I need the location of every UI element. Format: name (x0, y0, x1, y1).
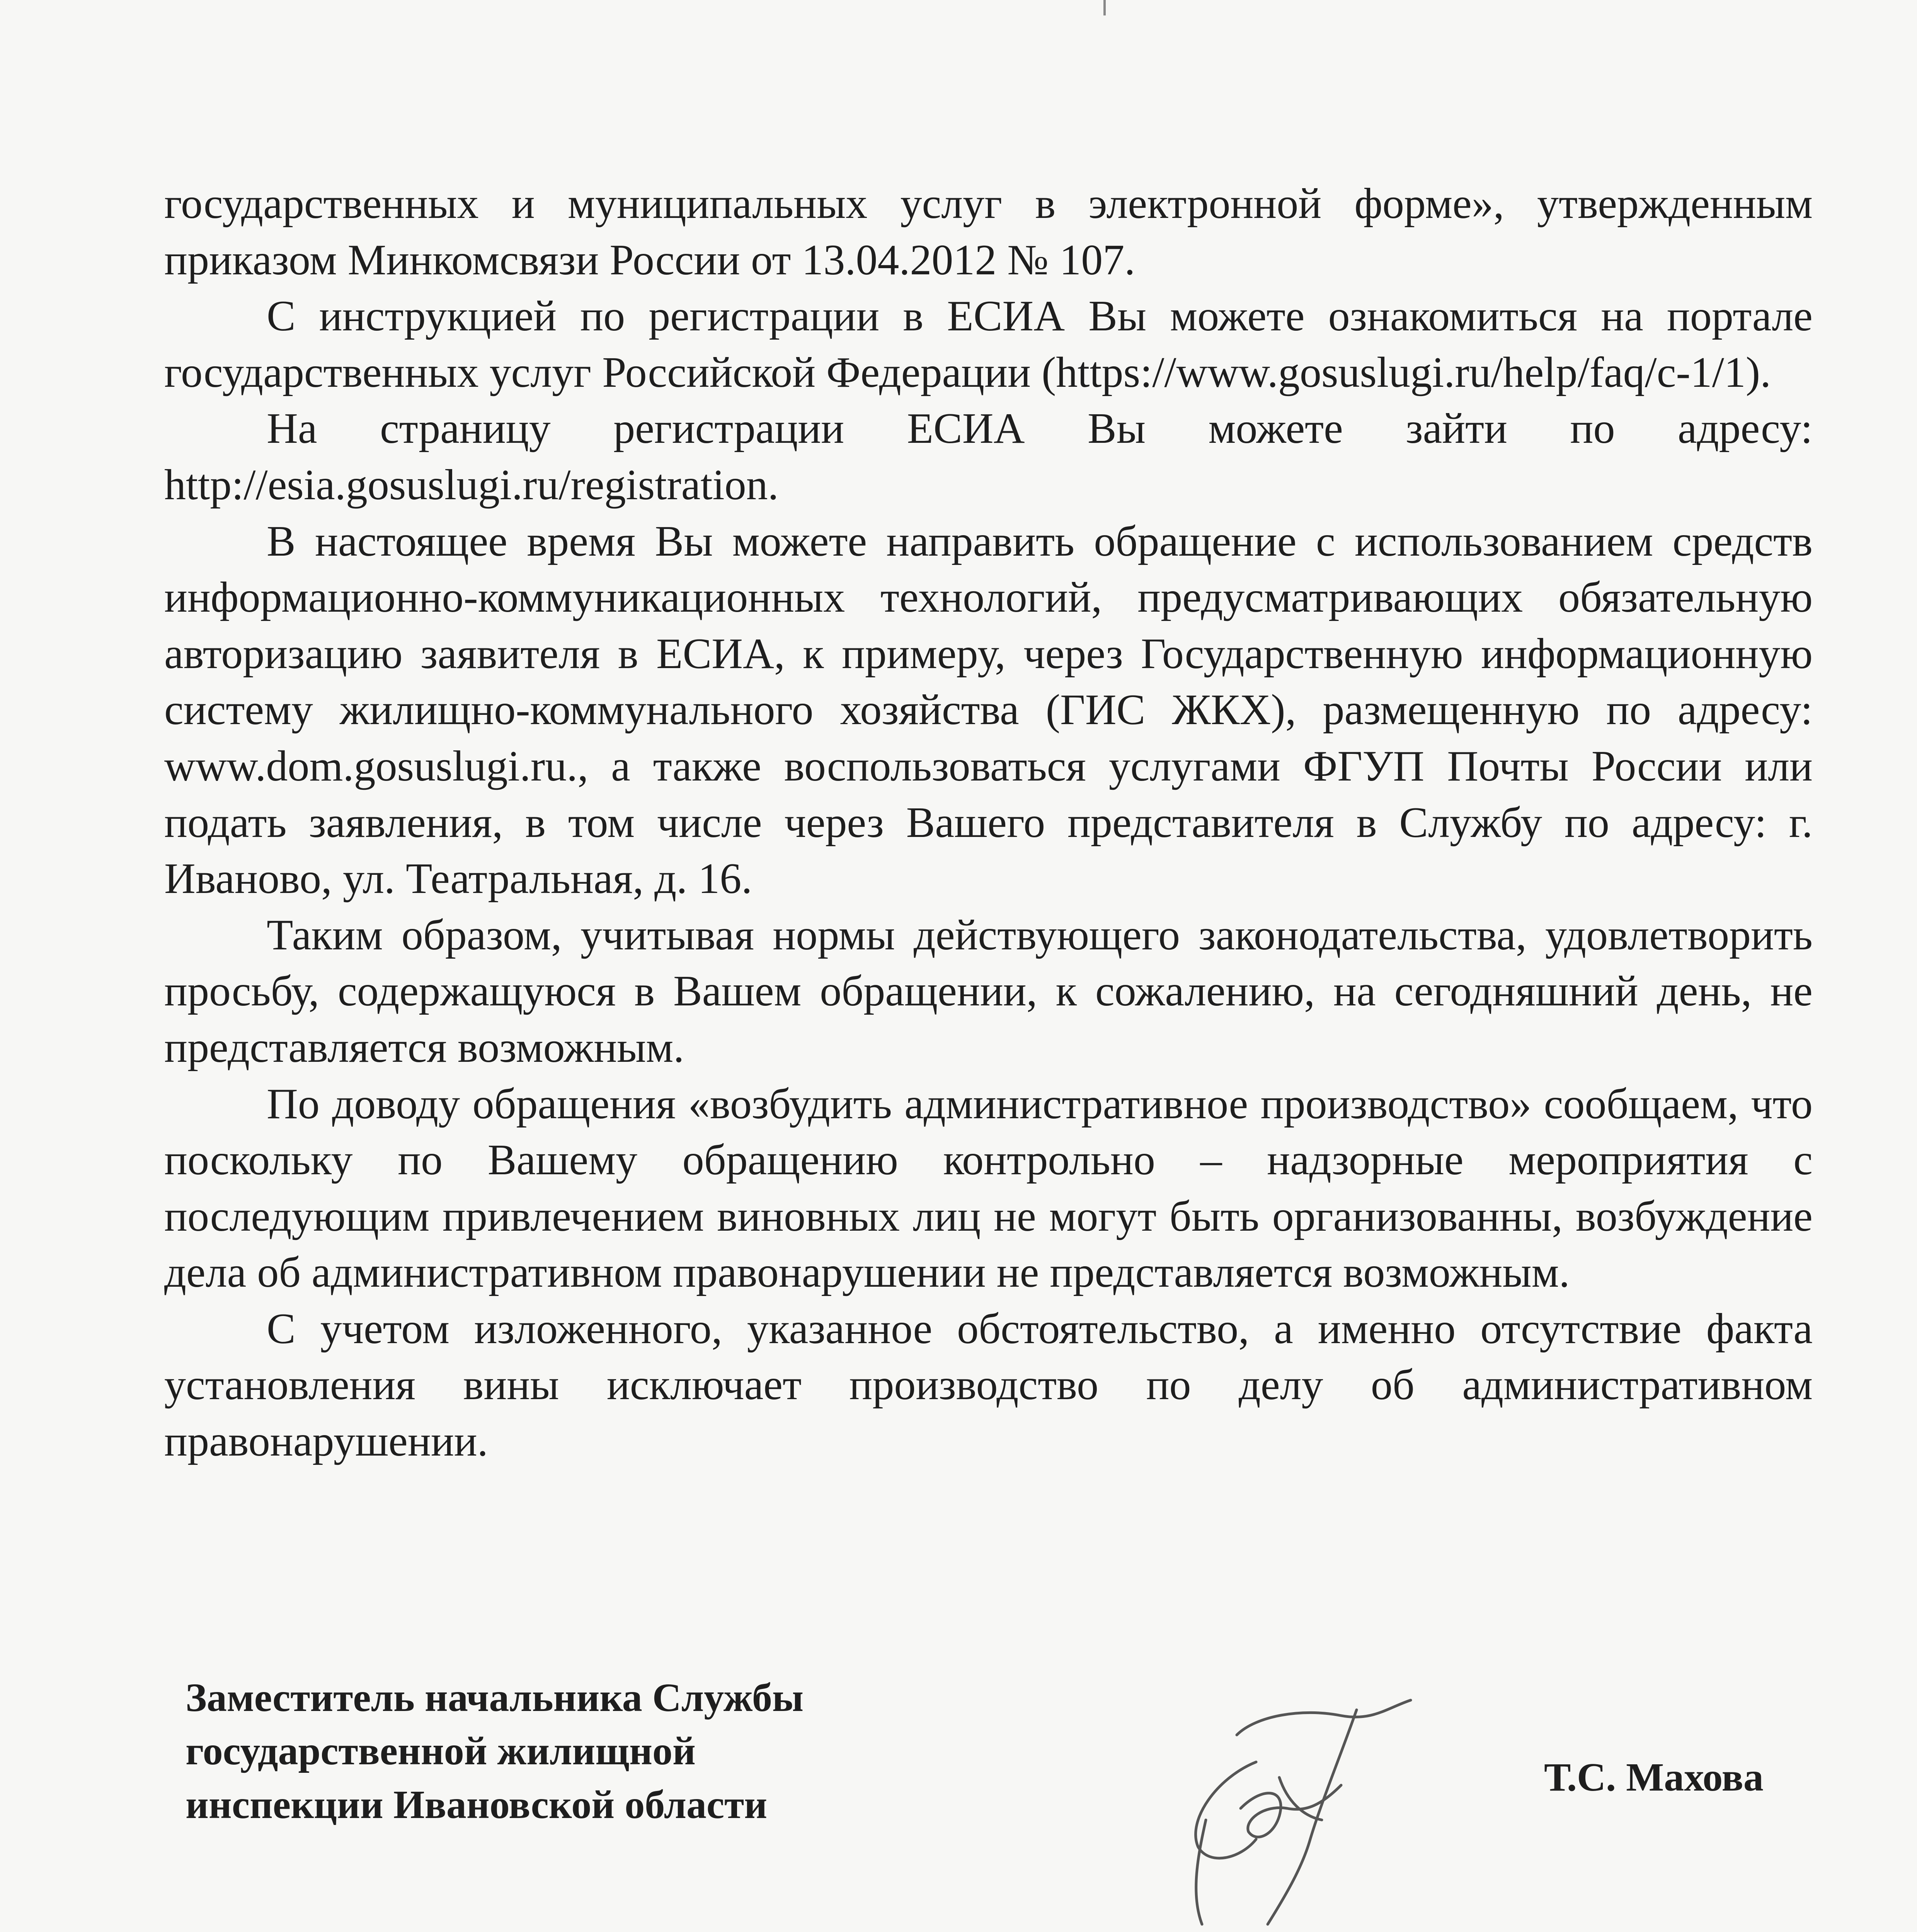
scan-mark (1103, 0, 1106, 15)
paragraph-2: С инструкцией по регистрации в ЕСИА Вы можете ознакомиться на портале государственных услуг Российской Федерации (https://www.gosuslugi.ru/help/faq/c-1/1). (164, 292, 1813, 396)
signatory-position (186, 1671, 804, 1832)
paragraph-6: По доводу обращения «возбудить административное производство» сообщаем, что поскольку по Вашему обращению контрольно – надзорные мероприятия с последующим привлечением виновных лиц не могут быть организованны, возбуждение дела об административном правонарушении не представляется возможным. (164, 1080, 1813, 1297)
position-line-2: государственной жилищной (186, 1729, 696, 1774)
position-line-1: Заместитель начальника Службы (186, 1675, 804, 1720)
paragraph-4: В настоящее время Вы можете направить обращение с использованием средств информационно-коммуникационных технологий, предусматривающих обязательную авторизацию заявителя в ЕСИА, к примеру, через Государственную информационную систему жилищно-коммунального хозяйства (ГИС ЖКХ), размещенную по адресу: www.dom.gosuslugi.ru., а также воспользоваться услугами ФГУП Почты России или подать заявления, в том числе через Вашего представителя в Службу по адресу: г. Иваново, ул. Театральная, д. 16. (164, 517, 1813, 903)
paragraph-7: С учетом изложенного, указанное обстоятельство, а именно отсутствие факта установления вины исключает производство по делу об административном правонарушении. (164, 1304, 1813, 1466)
letter-body (164, 176, 1813, 1470)
handwritten-signature (1140, 1692, 1442, 1932)
signatory-name: Т.С. Махова (1544, 1755, 1764, 1799)
paragraph-3: На страницу регистрации ЕСИА Вы можете зайти по адресу: http://esia.gosuslugi.ru/registration. (164, 405, 1813, 509)
paragraph-1: государственных и муниципальных услуг в электронной форме», утвержденным приказом Минкомсвязи России от 13.04.2012 № 107. (164, 180, 1813, 284)
paragraph-5: Таким образом, учитывая нормы действующего законодательства, удовлетворить просьбу, содержащуюся в Вашем обращении, к сожалению, на сегодняшний день, не представляется возможным. (164, 911, 1813, 1071)
position-line-3: инспекции Ивановской области (186, 1782, 768, 1827)
